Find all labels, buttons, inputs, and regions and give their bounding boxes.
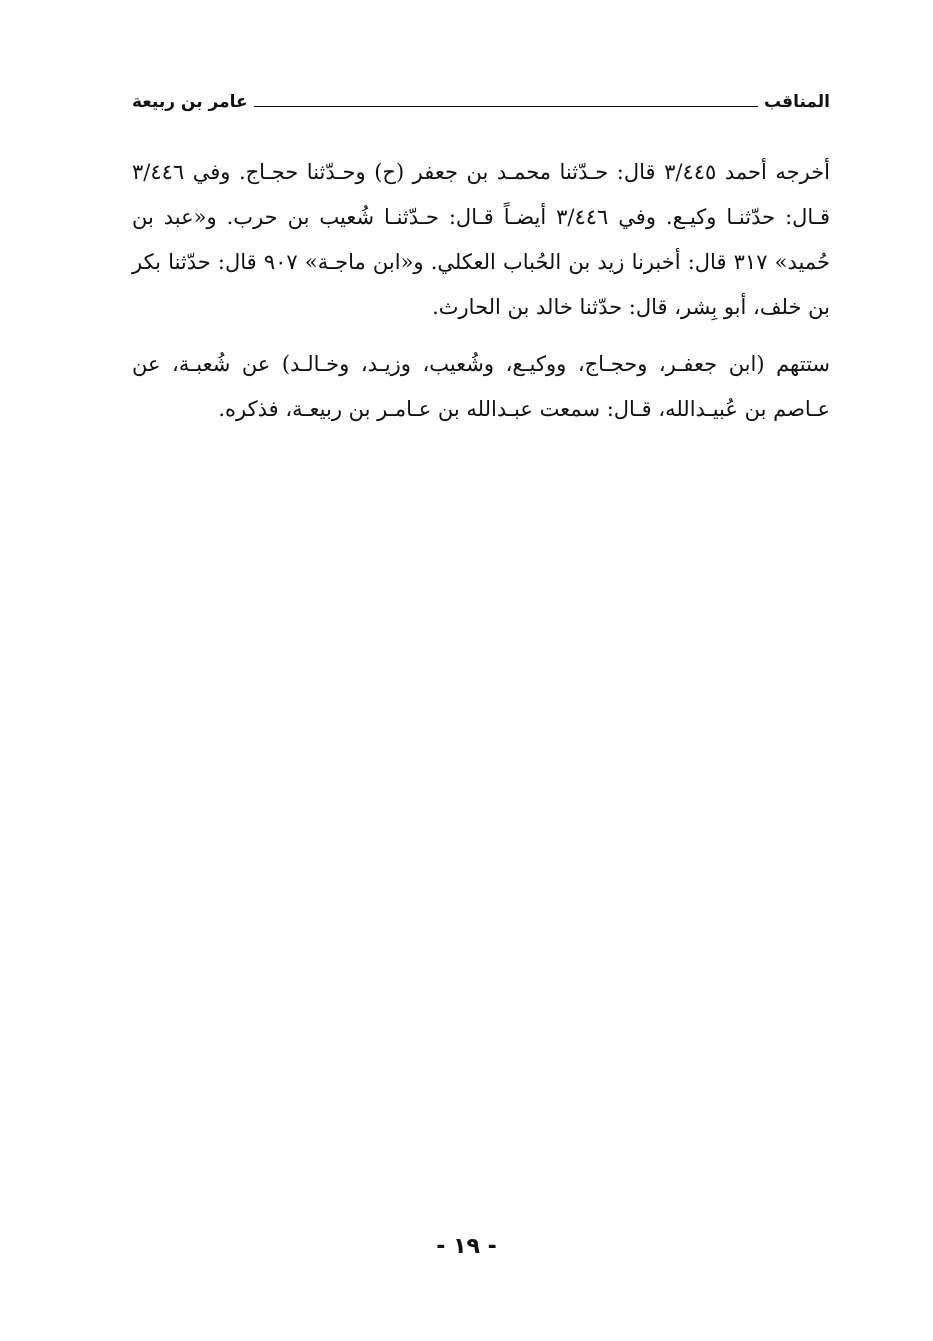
section-title: المناقب [763,92,830,112]
running-header [132,88,830,116]
page-number: - ١٩ - [436,1234,497,1259]
paragraph-chain: ستتهم (ابن جعفـر، وحجـاج، ووكيـع، وشُعيب، وزيـد، وخـالـد) عن شُعبـة، عن عـاصم بن عُبيـدالله، قـال: سمعت عبـدالله بن عـامـر بن ربيعـة، فذكره. [132,352,830,421]
body-text [132,150,830,432]
chapter-title: عامر بن ربيعة [132,92,248,112]
paragraph-citations: أخرجه أحمد ٣/٤٤٥ قال: حـدّثنا محمـد بن جعفر (ح) وحـدّثنا حجـاج. وفي ٣/٤٤٦ قـال: حدّثنـا وكيـع. وفي ٣/٤٤٦ أيضـاً قـال: حـدّثنـا شُعيب بن حرب. و«عبد بن حُميد» ٣١٧ قال: أخبرنا زيد بن الحُباب العكلي. و«ابن ماجـة» ٩٠٧ قال: حدّثنا بكر بن خلف، أبو بِشر، قال: حدّثنا خالد بن الحارث. [132,160,830,319]
header-rule [254,106,758,107]
